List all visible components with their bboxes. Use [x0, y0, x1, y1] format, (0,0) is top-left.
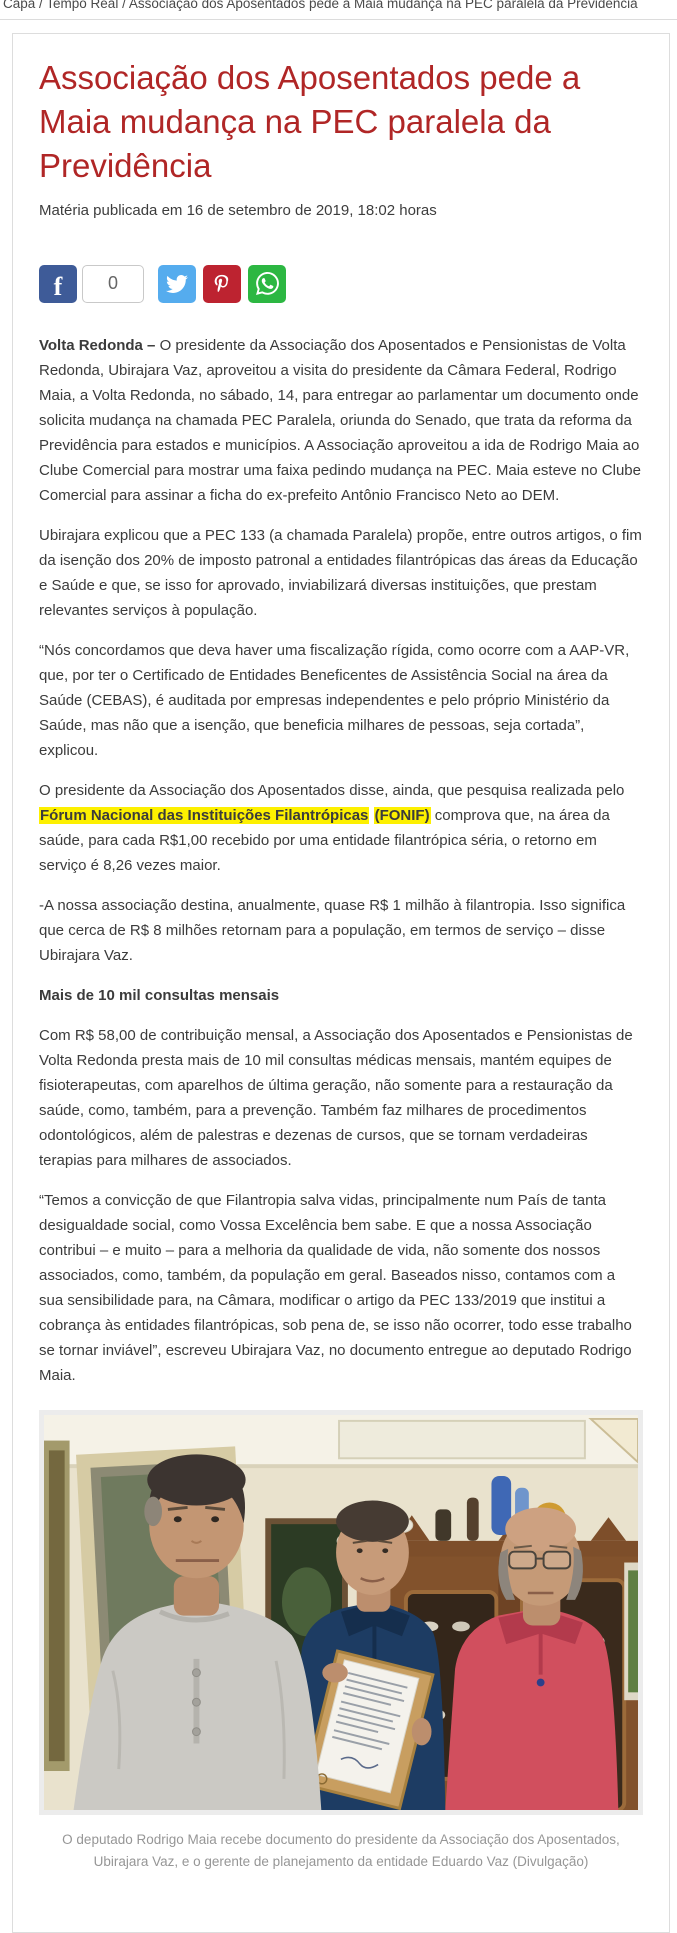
- article-paragraph: [39, 638, 643, 763]
- article-container: [12, 33, 670, 1933]
- publish-date: Matéria publicada em 16 de setembro de 2019, 18:02 horas: [39, 201, 437, 219]
- whatsapp-icon: [256, 272, 279, 295]
- article-photo: [39, 1410, 643, 1815]
- article-subheading: Mais de 10 mil consultas mensais: [39, 986, 280, 1004]
- photo-illustration: [44, 1415, 638, 1810]
- text-run: “Temos a convicção de que Filantropia salva vidas, principalmente num País de tanta desigualdade social, como Vossa Excelência bem sabe. E que a nossa Associação contribui – e muito – para a melhoria da qualidade de vida, não somente dos nossos associados, como, também, da população em geral. Baseados nisso, contamos com a sua sensibilidade para, na Câmara, modificar o artigo da PEC 133/2019 que institui a cobrança às entidades filantrópicas, sob pena de, se isso não ocorrer, todo esse trabalho se tornar inviável”, escreveu Ubirajara Vaz, no documento entregue ao deputado Rodrigo Maia.: [39, 1191, 632, 1384]
- article-photo-figure: [39, 1410, 643, 1873]
- facebook-share-count: 0: [82, 265, 144, 303]
- breadcrumb-text[interactable]: Capa / Tempo Real / Associação dos Aposentados pede a Maia mudança na PEC paralela da Previdência: [3, 0, 638, 11]
- facebook-icon: f: [53, 271, 63, 301]
- text-run: Ubirajara explicou que a PEC 133 (a chamada Paralela) propõe, entre outros artigos, o fim da isenção dos 20% de imposto patronal a entidades filantrópicas das áreas da Educação e Saúde e que, se isso for aprovado, inviabilizará diversas instituições, que prestam relevantes serviços à população.: [39, 526, 642, 619]
- article-paragraph: [39, 893, 643, 968]
- whatsapp-share-button[interactable]: [248, 265, 286, 303]
- article-paragraph: [39, 1188, 643, 1388]
- highlighted-text: (FONIF): [374, 806, 430, 824]
- hand: [322, 1662, 348, 1682]
- picture-frame-right-edge: [624, 1562, 638, 1700]
- article-body: [39, 333, 643, 1388]
- article-paragraph: [39, 778, 643, 878]
- pinterest-icon: [211, 273, 233, 295]
- text-run: O presidente da Associação dos Aposentados disse, ainda, que pesquisa realizada pelo: [39, 781, 625, 799]
- hand: [412, 1718, 432, 1746]
- photo-caption: O deputado Rodrigo Maia recebe documento do presidente da Associação dos Aposentados, Ubirajara Vaz, e o gerente de planejamento da entidade Eduardo Vaz (Divulgação): [62, 1831, 620, 1869]
- twitter-share-button[interactable]: [158, 265, 196, 303]
- facebook-share-button[interactable]: [39, 265, 77, 303]
- text-run: O presidente da Associação dos Aposentados e Pensionistas de Volta Redonda, Ubirajara Vaz, aproveitou a visita do presidente da Câmara Federal, Rodrigo Maia, a Volta Redonda, no sábado, 14, para entregar ao parlamentar um documento onde solicita mudança na chamada PEC Paralela, oriunda do Senado, que trata da reforma da Previdência para estados e municípios. A Associação aproveitou a ida de Rodrigo Maia ao Clube Comercial para mostrar uma faixa pedindo mudança na PEC. Maia esteve no Clube Comercial para assinar a ficha do ex-prefeito Antônio Francisco Neto ao DEM.: [39, 336, 641, 504]
- text-run: -A nossa associação destina, anualmente, quase R$ 1 milhão à filantropia. Isso significa que cerca de R$ 8 milhões retornam para a população, em termos de serviço – disse Ubirajara Vaz.: [39, 896, 626, 964]
- article-paragraph: [39, 523, 643, 623]
- ceiling-tray: [339, 1421, 585, 1458]
- breadcrumb[interactable]: [0, 0, 677, 20]
- bold-lead: Volta Redonda –: [39, 336, 160, 354]
- text-run: “Nós concordamos que deva haver uma fiscalização rígida, como ocorre com a AAP-VR, que, por ter o Certificado de Entidades Beneficentes de Assistência Social na área da Saúde (CEBAS), é auditada por empresas independentes e pelo próprio Ministério da Saúde, mas não que a isenção, que beneficia milhares de pessoas, seja cortada”, explicou.: [39, 641, 630, 759]
- text-run: Com R$ 58,00 de contribuição mensal, a Associação dos Aposentados e Pensionistas de Volta Redonda presta mais de 10 mil consultas médicas mensais, mantém equipes de fisioterapeutas, com aparelhos de última geração, não somente para a restauração da saúde, como, também, para a prevenção. Também faz milhares de procedimentos odontológicos, além de palestras e dezenas de cursos, que se tornam verdadeiras terapias para milhares de associados.: [39, 1026, 633, 1169]
- article-paragraph: [39, 1023, 643, 1173]
- highlighted-text: Fórum Nacional das Instituições Filantrópicas: [40, 806, 369, 824]
- page-title: Associação dos Aposentados pede a Maia mudança na PEC paralela da Previdência: [39, 59, 581, 184]
- share-bar: [39, 265, 643, 303]
- text-run: [369, 807, 373, 824]
- pinterest-share-button[interactable]: [203, 265, 241, 303]
- text-run: comprova que, na área da saúde, para cada R$1,00 recebido por uma entidade filantrópica séria, o retorno em serviço é 8,26 vezes maior.: [39, 806, 610, 874]
- article-paragraph: [39, 333, 643, 508]
- twitter-icon: [166, 273, 188, 295]
